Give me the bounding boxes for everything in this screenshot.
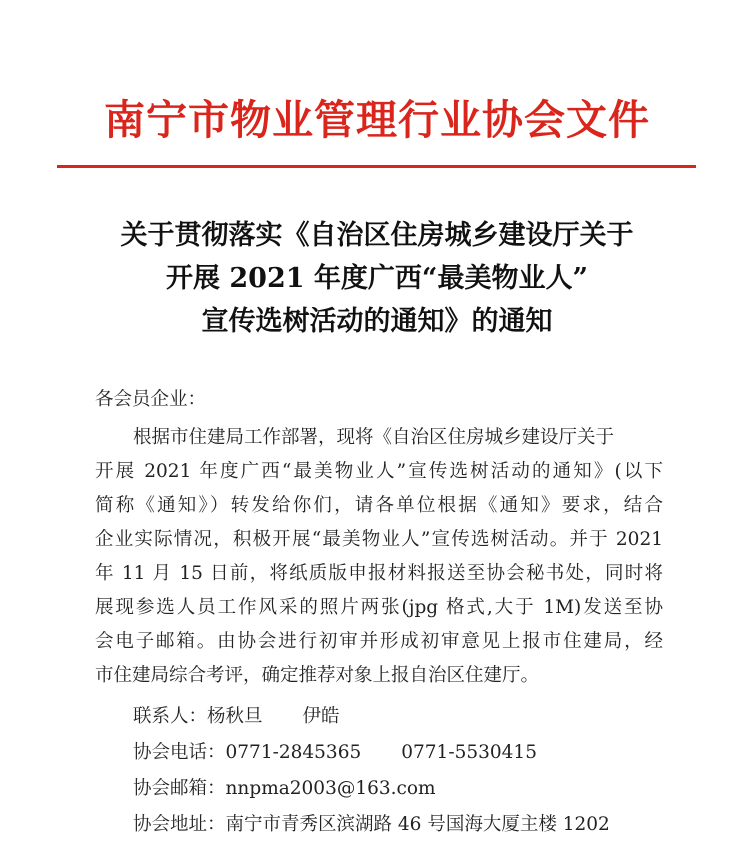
doc-title-line-2: 开展 2021 年度广西“最美物业人” — [165, 263, 588, 294]
body-line-4: 企业实际情况，积极开展“最美物业人”宣传选树活动。并于 2021 — [95, 529, 663, 550]
doc-title-line-1: 关于贯彻落实《自治区住房城乡建设厅关于 — [120, 220, 634, 251]
salutation: 各会员企业： — [95, 389, 207, 410]
body-line-2: 开展 2021 年度广西“最美物业人”宣传选树活动的通知》(以下 — [95, 461, 663, 482]
contacts-line — [133, 700, 701, 734]
body-line-1: 根据市住建局工作部署，现将《自治区住房城乡建设厅关于 — [133, 427, 615, 448]
doc-title-line-3: 宣传选树活动的通知》的通知 — [201, 306, 553, 337]
phone-number-1: 0771-2845365 — [225, 742, 362, 763]
phone-label: 协会电话： — [133, 742, 226, 763]
contact-name-2: 伊皓 — [302, 706, 340, 727]
address-value: 南宁市青秀区滨湖路 46 号国海大厦主楼 1202 — [225, 814, 610, 835]
address-label: 协会地址： — [133, 814, 226, 835]
body-line-7: 会电子邮箱。由协会进行初审并形成初审意见上报市住建局，经 — [95, 631, 663, 652]
body-line-6: 展现参选人员工作风采的照片两张(jpg 格式,大于 1M)发送至协 — [95, 597, 663, 618]
email-line — [133, 772, 701, 806]
body-line-5: 年 11 月 15 日前，将纸质版申报材料报送至协会秘书处，同时将 — [95, 563, 663, 584]
email-address: nnpma2003@163.com — [225, 778, 436, 799]
body-line-8: 市住建局综合考评，确定推荐对象上报自治区住建厅。 — [95, 665, 540, 686]
email-label: 协会邮箱： — [133, 778, 226, 799]
phone-number-2: 0771-5530415 — [401, 742, 537, 763]
phone-line — [133, 736, 701, 770]
contact-name-1: 杨秋旦 — [207, 706, 263, 727]
header-red-rule — [57, 165, 696, 168]
contacts-label: 联系人： — [133, 706, 208, 727]
address-line — [133, 808, 701, 842]
org-header-title: 南宁市物业管理行业协会文件 — [104, 96, 650, 144]
body-line-3: 简称《通知》）转发给你们，请各单位根据《通知》要求，结合 — [95, 495, 663, 516]
